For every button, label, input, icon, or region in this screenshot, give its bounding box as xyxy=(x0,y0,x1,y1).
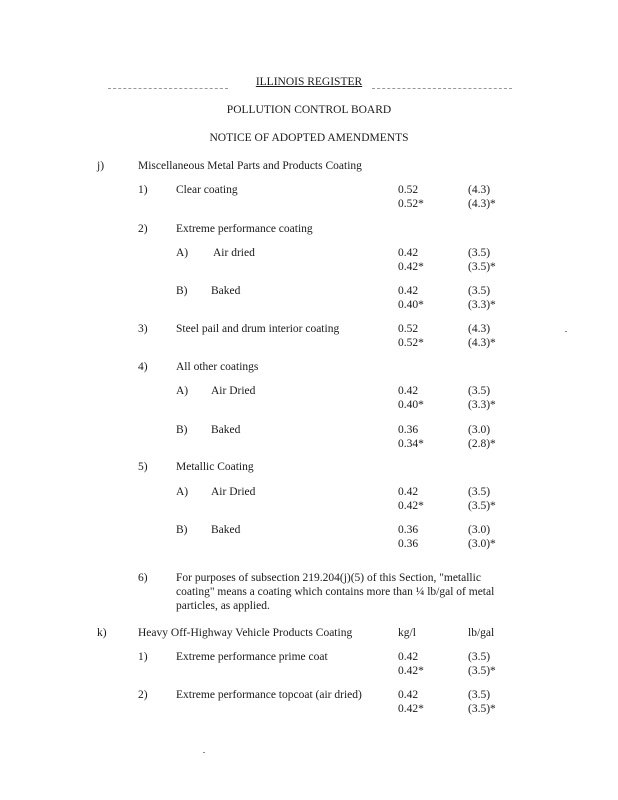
kg-value: 0.42 xyxy=(398,689,419,701)
subitem-label: Baked xyxy=(211,424,241,436)
kg-value: 0.52 xyxy=(398,323,419,335)
item-label: Metallic Coating xyxy=(176,461,254,473)
lb-value: (3.3)* xyxy=(468,299,496,311)
lb-value: (4.3)* xyxy=(468,198,496,210)
kg-value: 0.42 xyxy=(398,247,419,259)
lb-value: (3.3)* xyxy=(468,399,496,411)
lb-value: (4.3) xyxy=(468,323,491,335)
kg-value: 0.52 xyxy=(398,184,419,196)
definition-line-2: coating" means a coating which contains more than ¼ lb/gal of metal xyxy=(176,586,495,598)
subitem-letter: A) xyxy=(176,247,189,259)
lb-value: (3.5) xyxy=(468,385,491,397)
subitem-label: Air Dried xyxy=(211,385,256,397)
lb-value: (3.5)* xyxy=(468,665,496,677)
kg-value: 0.52* xyxy=(398,198,424,210)
kg-value: 0.42 xyxy=(398,285,419,297)
kg-value: 0.36 xyxy=(398,524,419,536)
kg-value: 0.52* xyxy=(398,337,424,349)
subitem-letter: B) xyxy=(176,285,188,297)
notice-title: NOTICE OF ADOPTED AMENDMENTS xyxy=(209,132,409,144)
section-k-title: Heavy Off-Highway Vehicle Products Coating xyxy=(138,627,353,639)
lb-value: (3.5)* xyxy=(468,500,496,512)
subitem-label: Baked xyxy=(211,285,241,297)
item-label: All other coatings xyxy=(176,361,259,373)
kg-value: 0.42* xyxy=(398,261,424,273)
definition-line-1: For purposes of subsection 219.204(j)(5) of this Section, "metallic xyxy=(176,572,481,584)
lb-value: (3.0) xyxy=(468,424,491,436)
lb-value: (3.5)* xyxy=(468,261,496,273)
item-label: Steel pail and drum interior coating xyxy=(176,323,340,335)
item-number: 2) xyxy=(138,689,148,701)
section-k-letter: k) xyxy=(97,627,107,639)
register-title: ILLINOIS REGISTER xyxy=(255,76,363,88)
lb-value: (4.3)* xyxy=(468,337,496,349)
item-label: Extreme performance topcoat (air dried) xyxy=(176,689,362,701)
scan-speck xyxy=(565,331,567,332)
item-number: 2) xyxy=(138,223,148,235)
kg-value: 0.40* xyxy=(398,399,424,411)
unit-kg-header: kg/l xyxy=(398,627,416,639)
kg-value: 0.42* xyxy=(398,703,424,715)
lb-value: (3.5) xyxy=(468,689,491,701)
kg-value: 0.42* xyxy=(398,500,424,512)
item-label: Extreme performance prime coat xyxy=(176,651,328,663)
subitem-letter: B) xyxy=(176,424,188,436)
lb-value: (3.5) xyxy=(468,247,491,259)
section-j-title: Miscellaneous Metal Parts and Products Coating xyxy=(138,160,362,172)
item-number: 6) xyxy=(138,572,148,584)
lb-value: (3.5) xyxy=(468,285,491,297)
subitem-letter: A) xyxy=(176,486,189,498)
kg-value: 0.42 xyxy=(398,486,419,498)
subitem-label: Air dried xyxy=(213,247,255,259)
item-number: 1) xyxy=(138,184,148,196)
subitem-letter: A) xyxy=(176,385,189,397)
lb-value: (3.5)* xyxy=(468,703,496,715)
scan-speck xyxy=(203,752,205,753)
kg-value: 0.40* xyxy=(398,299,424,311)
item-number: 3) xyxy=(138,323,148,335)
subitem-letter: B) xyxy=(176,524,188,536)
item-label: Extreme performance coating xyxy=(176,223,313,235)
subitem-label: Baked xyxy=(211,524,241,536)
lb-value: (3.5) xyxy=(468,651,491,663)
kg-value: 0.34* xyxy=(398,438,424,450)
definition-line-3: particles, as applied. xyxy=(176,600,270,612)
lb-value: (3.5) xyxy=(468,486,491,498)
item-number: 5) xyxy=(138,461,148,473)
kg-value: 0.36 xyxy=(398,538,419,550)
item-label: Clear coating xyxy=(176,184,238,196)
item-number: 4) xyxy=(138,361,148,373)
kg-value: 0.42* xyxy=(398,665,424,677)
kg-value: 0.42 xyxy=(398,651,419,663)
kg-value: 0.36 xyxy=(398,424,419,436)
subitem-label: Air Dried xyxy=(211,486,256,498)
lb-value: (4.3) xyxy=(468,184,491,196)
item-number: 1) xyxy=(138,651,148,663)
board-title: POLLUTION CONTROL BOARD xyxy=(226,104,392,116)
lb-value: (2.8)* xyxy=(468,438,496,450)
section-j-letter: j) xyxy=(97,160,105,172)
unit-lb-header: lb/gal xyxy=(468,627,495,639)
kg-value: 0.42 xyxy=(398,385,419,397)
lb-value: (3.0)* xyxy=(468,538,496,550)
lb-value: (3.0) xyxy=(468,524,491,536)
